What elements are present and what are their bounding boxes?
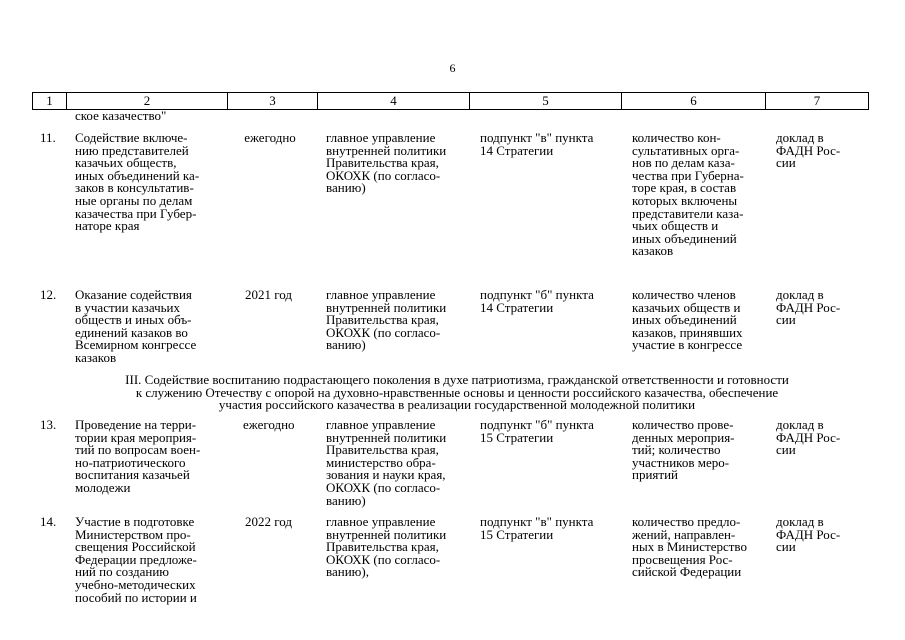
column-header-6: 6 <box>622 93 766 110</box>
page-number: 6 <box>449 61 456 75</box>
indicator-text: количество предло- жений, направлен- ных в Министерство просвещения Рос- сийской Федерации <box>632 514 747 580</box>
event-text: Оказание содействия в участии казачьих обществ и иных объ- единений казаков во Всемирном конгрессе казаков <box>75 287 197 365</box>
report-text: доклад в ФАДН Рос- сии <box>776 287 841 328</box>
row-number: 12. <box>40 287 57 302</box>
basis-text: подпункт "в" пункта 15 Стратегии <box>480 514 594 542</box>
period-text: ежегодно <box>244 130 296 145</box>
column-header-4: 4 <box>318 93 470 110</box>
column-header-1: 1 <box>33 93 67 110</box>
executor-text: главное управление внутренней политики Правительства края, ОКОХК (по согласо- ванию), <box>326 514 447 580</box>
event-text: Содействие включе- нию представителей казачьих обществ, иных объединений ка- заков в консультатив- ные органы по делам казачества при Губер- наторе края <box>75 130 200 234</box>
column-header-5: 5 <box>470 93 622 110</box>
basis-text: подпункт "в" пункта 14 Стратегии <box>480 130 594 158</box>
section-heading: III. Содействие воспитанию подрастающего поколения в духе патриотизма, гражданской ответственности и готовности к служению Отечеству с опорой на духовно-нравственные основы и ценности российского казачества, обеспечение участия российского казачества в реализации государственной молодежной политики <box>125 372 789 413</box>
indicator-text: количество кон- сультативных орга- нов по делам каза- чества при Губерна- торе края, в состав которых включены представители каза- чьих обществ и иных объединений казаков <box>632 130 744 259</box>
basis-text: подпункт "б" пункта 15 Стратегии <box>480 417 594 445</box>
continuation-text: ское казачество" <box>75 108 167 123</box>
basis-text: подпункт "б" пункта 14 Стратегии <box>480 287 594 315</box>
column-header-7: 7 <box>766 93 869 110</box>
report-text: доклад в ФАДН Рос- сии <box>776 417 841 458</box>
period-text: 2022 год <box>245 514 292 529</box>
column-header-3: 3 <box>228 93 318 110</box>
indicator-text: количество прове- денных мероприя- тий; количество участников меро- приятий <box>632 417 735 483</box>
event-text: Проведение на терри- тории края мероприя- тий по вопросам воен- но-патриотического воспитания казачьей молодежи <box>75 417 201 495</box>
period-text: ежегодно <box>243 417 295 432</box>
indicator-text: количество членов казачьих обществ и иных объединений казаков, принявших участие в конгрессе <box>632 287 743 353</box>
report-text: доклад в ФАДН Рос- сии <box>776 130 841 171</box>
event-text: Участие в подготовке Министерством про- свещения Российской Федерации предложе- ний по созданию учебно-методических пособий по истории и <box>75 514 197 605</box>
executor-text: главное управление внутренней политики Правительства края, ОКОХК (по согласо- ванию) <box>326 130 447 196</box>
report-text: доклад в ФАДН Рос- сии <box>776 514 841 555</box>
executor-text: главное управление внутренней политики Правительства края, министерство обра- зования и науки края, ОКОХК (по согласо- ванию) <box>326 417 447 508</box>
column-header-2: 2 <box>67 93 228 110</box>
row-number: 11. <box>40 130 56 145</box>
row-number: 13. <box>40 417 57 432</box>
period-text: 2021 год <box>245 287 292 302</box>
executor-text: главное управление внутренней политики Правительства края, ОКОХК (по согласо- ванию) <box>326 287 447 353</box>
row-number: 14. <box>40 514 57 529</box>
column-header-row <box>33 93 869 110</box>
